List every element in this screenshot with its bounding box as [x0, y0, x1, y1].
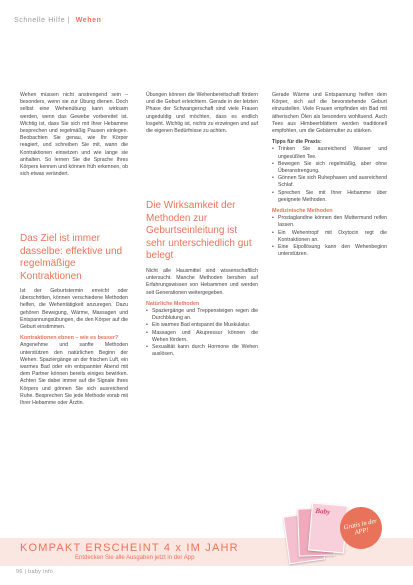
column-2-body-top: Übungen können die Wehenbereitschaft fördern und die Geburt erleichtern. Gerade in der letzten Phase der Schwangerschaft sind viele Frauen ungeduldig und möchten, dass es endlich losgeht. Wichtig ist, nichts zu erzwingen und auf die eigenen Bedürfnisse zu achten. [146, 92, 258, 135]
list-item: • Trinken Sie ausreichend Wasser und ungesüßten Tee. [272, 146, 387, 160]
column-1-body-top: Wehen müssen nicht anstrengend sein – besonders, wenn sie zur Übung dienen. Doch selbst eine Wehenübung kann wirksam werden, wenn das Gewebe vorbereitet ist. Wichtig ist, dass Sie sich mit Ihrer Hebamme besprechen und regelmäßig Pausen einlegen. Beobachten Sie genau, wie Ihr Körper reagiert, und schreiben Sie mit, wann die Kontraktionen einsetzen und wie lange sie anhalten. So lernen Sie die Sprache Ihres Körpers kennen und können früh erkennen, ob sich etwas verändert. [20, 92, 128, 178]
column-3 [272, 92, 387, 258]
breadcrumb-section: Schnelle Hilfe [14, 17, 66, 24]
list-item: • Ein Wehentropf mit Oxytocin regt die Kontraktionen an. [272, 230, 387, 244]
breadcrumb-subsection: Wehen [75, 17, 102, 24]
column-1 [20, 92, 128, 178]
banner-title: KOMPAKT ERSCHEINT 4 x IM JAHR [20, 542, 239, 554]
magazine-name: baby info [28, 569, 54, 575]
column-3-body-top: Gerade Wärme und Entspannung helfen dem Körper, sich auf die bevorstehende Geburt einzustellen. Viele Frauen empfinden ein Bad mit ätherischen Ölen als besonders wohltuend. Auch Tees aus Himbeerblättern werden traditionell empfohlen, um die Gebärmutter zu stärken. [272, 92, 387, 135]
magazine-title: Baby [315, 506, 331, 517]
list-item: • Gönnen Sie sich Ruhephasen und ausreichend Schlaf. [272, 175, 387, 189]
pull-quote-1: Das Ziel ist immer dasselbe: effektive und regelmäßige Kontraktionen [20, 233, 123, 282]
pull-quote-2: Die Wirksamkeit der Methoden zur Geburtseinleitung ist sehr unterschiedlich gut belegt [146, 200, 252, 261]
list-item: • Prostaglandine können den Muttermund reifen lassen. [272, 215, 387, 229]
column-1-subhead: Kontraktionen ebnen – wie es besser? [20, 335, 119, 342]
footer-separator: | [24, 569, 27, 575]
list-item: • Eine Eipollösung kann den Wehenbeginn unterstützen. [272, 244, 387, 258]
column-1-body-bottom: Angenehme und sanfte Methoden unterstützen den natürlichen Beginn der Wehen. Spaziergänge an der frischen Luft, ein warmes Bad oder ein entspannter Abend mit dem Partner können bereits einiges bewirken. Achten Sie dabei immer auf die Signale Ihres Körpers und gönnen Sie sich ausreichend Ruhe. Besprechen Sie jede Methode vorab mit Ihrer Hebamme oder Ärztin. [20, 342, 128, 407]
column-1-lower [20, 288, 128, 407]
column-3-subhead: Medizinische Methoden [272, 208, 333, 215]
list-item: • Bewegen Sie sich regelmäßig, aber ohne Überanstrengung. [272, 161, 387, 175]
column-3-tips-intro: Tipps für die Praxis: [272, 139, 322, 146]
column-2-body-mid: Nicht alle Hausmittel sind wissenschaftlich untersucht. Manche Methoden beruhen auf Erfahrungswissen von Hebammen und werden seit Generationen weitergegeben. [146, 268, 258, 296]
list-item: • Massagen und Akupressur können die Wehen fördern. [146, 330, 258, 344]
list-item: • Ein warmes Bad entspannt die Muskulatur. [146, 322, 258, 329]
list-item: • Sprechen Sie mit Ihrer Hebamme über geeignete Methoden. [272, 190, 387, 204]
breadcrumb-separator: | [67, 17, 71, 24]
list-item: • Spaziergänge und Treppensteigen regen die Durchblutung an. [146, 308, 258, 322]
column-2-subhead: Natürliche Methoden [146, 300, 200, 307]
column-2 [146, 92, 258, 135]
badge-text: Gratis in der APP! [343, 517, 378, 537]
list-item: • Sexualität kann durch Hormone die Wehen auslösen. [146, 344, 258, 358]
breadcrumb [14, 17, 102, 24]
column-2-lower [146, 268, 258, 358]
page-footer [16, 569, 53, 575]
page-number: 96 [16, 569, 23, 575]
column-1-body-mid: Ist der Geburtstermin erreicht oder überschritten, können verschiedene Methoden helfen, die Wehentätigkeit anzuregen. Dazu gehören Bewegung, Wärme, Massagen und Entspannungsübungen, die den Körper auf die Geburt einstimmen. [20, 288, 128, 331]
banner-subtitle[interactable]: Entdecken Sie alle Ausgaben jetzt in der App [75, 555, 195, 561]
